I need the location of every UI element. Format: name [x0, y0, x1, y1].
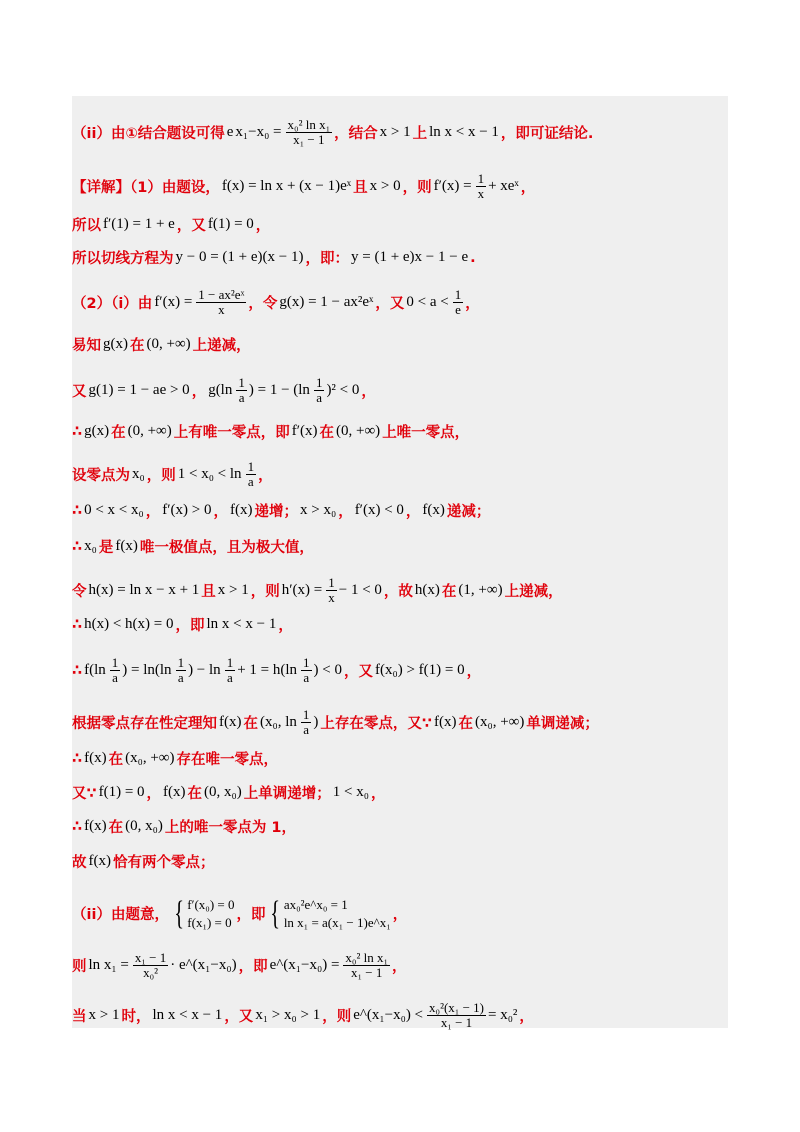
equation-system	[267, 896, 390, 931]
system-row: f(x₁) = 0	[187, 914, 232, 930]
math-expression: (0, +∞)	[146, 336, 191, 352]
solution-line-19	[72, 851, 217, 872]
explanation-text: ，	[338, 504, 353, 520]
explanation-text: ，	[370, 786, 386, 802]
fraction-denominator: x₁ − 1	[351, 965, 383, 981]
explanation-text: ，又	[224, 1009, 254, 1026]
math-expression: ) = ln(ln	[122, 662, 172, 679]
math-expression: (0, x₀)	[125, 818, 163, 834]
math-expression: f′(x)	[291, 423, 318, 439]
solution-line-22	[72, 1001, 536, 1031]
fraction-denominator: a	[316, 390, 323, 406]
explanation-text: 递减；	[446, 504, 491, 520]
explanation-text: 在	[458, 716, 473, 733]
solution-line-21	[72, 951, 409, 981]
explanation-text: 上唯一零点，	[382, 425, 470, 441]
math-expression: (0, x₀)	[204, 784, 242, 800]
explanation-text: ，则	[146, 468, 176, 485]
explanation-text: ，则	[402, 180, 432, 197]
explanation-text: ，	[278, 618, 293, 634]
math-expression: ln x₁ =	[88, 957, 129, 974]
math-expression: + 1 = h(ln	[237, 662, 298, 679]
math-expression: f(x) = ln x + (x − 1)eˣ	[221, 178, 352, 195]
explanation-text: 单调递减；	[526, 716, 599, 733]
solution-line-6	[72, 334, 253, 355]
math-expression: f′(x) > 0	[162, 502, 212, 518]
explanation-text: ，	[405, 504, 421, 520]
fraction-denominator: a	[303, 670, 310, 686]
explanation-text: 上递减，	[504, 584, 563, 601]
explanation-text: 设零点为	[72, 468, 130, 485]
math-expression: 0 < x < x₀	[84, 502, 144, 518]
math-expression: )² < 0	[326, 382, 360, 399]
fraction-numerator: 1	[302, 707, 310, 722]
fraction-numerator: 1	[238, 375, 245, 390]
explanation-text: 【详解】（1）由题设，	[72, 180, 220, 197]
solution-line-12	[72, 576, 565, 606]
fraction-numerator: 1 − ax²eˣ	[198, 287, 245, 302]
fraction-numerator: x₀²(x₁ − 1)	[429, 1000, 484, 1015]
math-expression: · e^(x₁−x₀)	[170, 957, 237, 974]
fraction-denominator: a	[247, 474, 254, 490]
fraction	[314, 376, 325, 406]
fraction-numerator: 1	[111, 655, 119, 670]
explanation-text: 上	[412, 126, 428, 143]
fraction-denominator: a	[177, 670, 184, 686]
solution-line-14	[72, 656, 483, 686]
brace: {	[270, 894, 281, 932]
math-expression: ) < 0	[313, 662, 342, 679]
solution-line-20	[72, 896, 409, 931]
math-expression: f(x)	[229, 502, 253, 518]
explanation-text: 上递减，	[192, 338, 251, 354]
math-expression: 1 < x₀ < ln	[177, 466, 242, 483]
fraction-denominator: x	[328, 590, 335, 606]
math-expression: e	[226, 124, 234, 141]
math-expression: f(x)	[84, 818, 107, 834]
explanation-text: 上的唯一零点为 1，	[164, 820, 296, 836]
fraction	[133, 951, 168, 981]
explanation-text: ，则	[250, 584, 280, 601]
fraction-numerator: 1	[315, 375, 323, 390]
math-expression: = x₀²	[487, 1007, 518, 1024]
fraction	[301, 708, 312, 738]
fraction	[427, 1001, 486, 1031]
explanation-text: ，	[392, 959, 407, 976]
solution-line-8	[72, 421, 471, 442]
explanation-text: ，即可证结论.	[500, 126, 594, 143]
explanation-text: 存在唯一零点，	[176, 752, 278, 768]
explanation-text: ，则	[322, 1009, 352, 1026]
math-expression: y = (1 + e)x − 1 − e	[350, 249, 469, 265]
math-expression: f(x)	[422, 502, 445, 518]
explanation-text: 且	[353, 180, 368, 197]
explanation-text: ，	[191, 384, 207, 401]
explanation-text: ，故	[383, 584, 413, 601]
explanation-text: ，	[520, 180, 536, 197]
solution-line-4	[72, 247, 478, 268]
math-expression: g(1) = 1 − ae > 0	[88, 382, 190, 399]
explanation-text: ，	[146, 786, 162, 802]
math-expression: g(ln	[208, 382, 233, 399]
explanation-text: 在	[319, 425, 335, 441]
fraction	[176, 656, 187, 686]
explanation-text: 上单调递增；	[243, 786, 331, 802]
explanation-text: （ii）由①结合题设可得	[72, 126, 225, 143]
explanation-text: 在	[243, 716, 258, 733]
math-expression: f(x)	[115, 538, 138, 554]
math-expression: (x₀, +∞)	[125, 750, 175, 766]
math-expression: f′(x) < 0	[354, 502, 404, 518]
explanation-text: ，又	[375, 296, 405, 313]
math-expression: x > 1	[217, 582, 249, 599]
explanation-text: 恰有两个零点；	[113, 855, 215, 871]
explanation-text: ，	[392, 907, 408, 924]
explanation-text: 时，	[121, 1009, 151, 1026]
explanation-text: 当	[72, 1009, 87, 1026]
fraction-denominator: a	[238, 390, 245, 406]
math-expression: (x₀, +∞)	[475, 714, 525, 731]
fraction	[246, 460, 257, 490]
explanation-text: ∴	[72, 538, 83, 555]
math-expression: f(x)	[163, 784, 186, 800]
fraction-denominator: x₁ − 1	[440, 1015, 473, 1031]
fraction-denominator: x₁ − 1	[293, 132, 325, 148]
math-expression: (x₀, ln	[260, 714, 297, 731]
math-expression: ln x < x − 1	[429, 124, 499, 141]
explanation-text: 在	[111, 425, 126, 441]
explanation-text: ∴	[72, 502, 83, 519]
math-expression: x₁−x₀ =	[235, 124, 282, 141]
math-expression: h(x) < h(x) = 0	[84, 616, 174, 632]
explanation-text: 在	[187, 786, 203, 802]
explanation-text: 令	[72, 584, 87, 601]
explanation-text: 在	[108, 752, 124, 768]
explanation-text: ，令	[248, 296, 278, 313]
fraction-numerator: x₀² ln x₁	[345, 950, 388, 965]
math-expression: g(x)	[103, 336, 128, 352]
math-expression: y − 0 = (1 + e)(x − 1)	[175, 249, 304, 265]
explanation-text: ∴	[72, 750, 83, 767]
fraction-denominator: a	[112, 670, 118, 686]
math-expression: e^(x₁−x₀) =	[269, 957, 340, 974]
math-expression: f(x)	[219, 714, 242, 731]
explanation-text: ，	[213, 504, 228, 520]
solution-line-3	[72, 214, 272, 235]
fraction-numerator: 1	[177, 655, 185, 670]
fraction	[476, 172, 487, 202]
explanation-text: ，即	[175, 618, 205, 634]
fraction-numerator: 1	[477, 171, 485, 186]
explanation-text: ∴	[72, 423, 83, 440]
math-expression: x₁ > x₀ > 1	[255, 1007, 321, 1024]
equation-system	[171, 896, 235, 931]
explanation-text: ，	[466, 664, 482, 681]
explanation-text: .	[470, 249, 476, 266]
math-expression: x > 0	[369, 178, 401, 195]
solution-line-9	[72, 460, 275, 490]
explanation-text: ，又	[176, 218, 206, 234]
solution-line-16	[72, 748, 280, 769]
explanation-text: ，	[145, 504, 161, 520]
math-expression: + xeˣ	[488, 178, 519, 195]
fraction	[236, 376, 247, 406]
fraction	[225, 656, 236, 686]
math-expression: x > x₀	[299, 502, 337, 518]
math-expression: g(x) = 1 − ax²eˣ	[279, 294, 374, 311]
fraction-denominator: x	[477, 186, 485, 202]
explanation-text: 上有唯一零点，即	[173, 425, 290, 441]
explanation-text: 所以切线方程为	[72, 251, 174, 267]
brace: {	[174, 894, 185, 932]
fraction-denominator: e	[455, 302, 461, 318]
explanation-text: ，即	[238, 959, 268, 976]
math-expression: 1 < x₀	[332, 784, 369, 800]
system-row: ln x₁ = a(x₁ − 1)e^x₁	[283, 914, 391, 930]
fraction-numerator: 1	[303, 655, 310, 670]
explanation-text: ，	[255, 218, 271, 234]
fraction-denominator: x	[218, 302, 225, 318]
math-expression: x₀	[132, 466, 145, 483]
explanation-text: 在	[108, 820, 124, 836]
solution-line-7	[72, 376, 378, 406]
fraction-denominator: a	[227, 670, 233, 686]
math-expression: )	[313, 714, 319, 731]
math-expression: f(x)	[434, 714, 457, 731]
math-expression: ln x < x − 1	[206, 616, 277, 632]
explanation-text: ∴	[72, 818, 83, 835]
system-row: f′(x₀) = 0	[187, 897, 235, 912]
math-expression: (0, +∞)	[127, 423, 172, 439]
explanation-text: ，	[519, 1009, 534, 1026]
math-expression: − 1 < 0	[338, 582, 382, 599]
explanation-text: ∴	[72, 616, 83, 633]
fraction	[453, 288, 464, 318]
fraction-denominator: x₀²	[143, 965, 159, 981]
math-expression: h(x) = ln x − x + 1	[88, 582, 200, 599]
explanation-text: ，又	[344, 664, 373, 681]
math-expression: x > 1	[379, 124, 411, 141]
math-expression: x > 1	[88, 1007, 120, 1024]
solution-line-15	[72, 708, 601, 738]
math-expression: g(x)	[84, 423, 110, 439]
math-expression: x₀	[84, 538, 97, 554]
fraction-numerator: 1	[454, 287, 462, 302]
math-expression: f(x)	[84, 750, 107, 766]
math-expression: h(x)	[414, 582, 440, 599]
math-expression: f′(x) =	[154, 294, 193, 311]
math-expression: ) − ln	[188, 662, 221, 679]
fraction-numerator: 1	[226, 655, 234, 670]
explanation-text: 是	[98, 540, 114, 556]
solution-line-13	[72, 614, 295, 635]
math-expression: f(ln	[84, 662, 106, 679]
fraction	[301, 656, 312, 686]
math-expression: (0, +∞)	[336, 423, 381, 439]
explanation-text: 在	[130, 338, 145, 354]
explanation-text: 则	[72, 959, 87, 976]
explanation-text: 上存在零点，又∵	[320, 716, 432, 733]
explanation-text: ，	[465, 296, 480, 313]
fraction	[110, 656, 121, 686]
solution-line-11	[72, 536, 316, 557]
explanation-text: （2）（i）由	[72, 296, 153, 313]
explanation-text: 易知	[72, 338, 101, 354]
explanation-text: 唯一极值点，且为极大值，	[139, 540, 314, 556]
explanation-text: 根据零点存在性定理知	[72, 716, 217, 733]
fraction-numerator: x₁ − 1	[134, 950, 167, 965]
fraction	[343, 951, 390, 981]
fraction-numerator: x₀² ln x₁	[287, 117, 331, 132]
explanation-text: 故	[72, 855, 87, 871]
system-row: ax₀²e^x₀ = 1	[283, 897, 348, 912]
math-expression: f′(x) =	[433, 178, 472, 195]
math-expression: f′(1) = 1 + e	[103, 216, 175, 232]
math-expression: f(x₀) > f(1) = 0	[375, 662, 465, 679]
math-expression: f(x)	[88, 853, 111, 869]
solution-panel	[72, 96, 728, 1031]
fraction-numerator: 1	[247, 459, 255, 474]
solution-line-10	[72, 500, 492, 521]
explanation-text: 递增；	[254, 504, 298, 520]
solution-line-18	[72, 816, 298, 837]
explanation-text: 所以	[72, 218, 101, 234]
explanation-text: ∴	[72, 662, 83, 679]
solution-line-2	[72, 172, 537, 202]
math-expression: f(1) = 0	[207, 216, 254, 232]
solution-line-17	[72, 782, 387, 803]
fraction-numerator: 1	[328, 575, 335, 590]
math-expression: f(1) = 0	[98, 784, 145, 800]
explanation-text: ，	[361, 384, 376, 401]
explanation-text: ，	[258, 468, 273, 485]
fraction-denominator: a	[303, 722, 310, 738]
math-expression: 0 < a <	[406, 294, 449, 311]
fraction	[326, 576, 337, 606]
math-expression: (1, +∞)	[458, 582, 503, 599]
math-expression: ln x < x − 1	[152, 1007, 223, 1024]
math-expression: ) = 1 − (ln	[248, 382, 310, 399]
explanation-text: ，结合	[334, 126, 378, 143]
explanation-text: ，即	[236, 907, 266, 924]
explanation-text: 在	[441, 584, 457, 601]
math-expression: h′(x) =	[281, 582, 323, 599]
explanation-text: （ii）由题意，	[72, 907, 169, 924]
explanation-text: 又	[72, 384, 87, 401]
solution-line-1	[72, 118, 595, 148]
explanation-text: ，即：	[305, 251, 349, 267]
explanation-text: 又∵	[72, 786, 97, 802]
solution-line-5	[72, 288, 482, 318]
math-expression: e^(x₁−x₀) <	[353, 1007, 424, 1024]
fraction	[196, 288, 246, 318]
explanation-text: 且	[201, 584, 216, 601]
fraction	[286, 118, 333, 148]
